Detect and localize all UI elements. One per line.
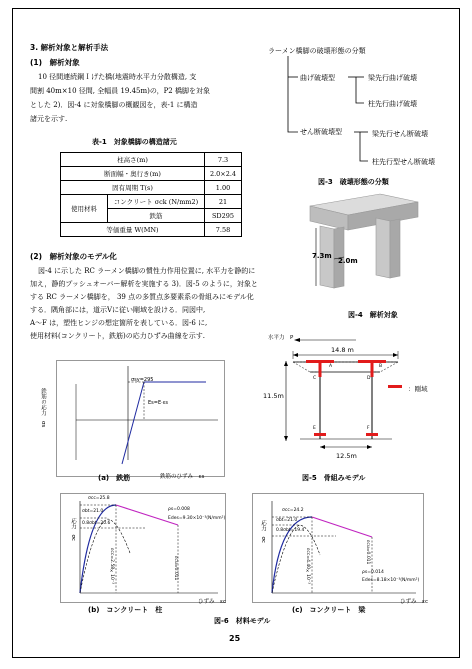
tree-shear-column: 柱先行型せん断破壊: [372, 158, 435, 166]
concrete-col-scc: σcc=25.8: [88, 496, 110, 501]
top-dimension: 14.8 m: [331, 346, 354, 354]
page-number: 25: [229, 634, 241, 643]
tree-root: ラーメン橋脚の破壊形態の分類: [268, 47, 366, 55]
table-cell-label: 固有周期 T(s): [61, 181, 205, 195]
concrete-beam-08sbt: 0.8σbt=19.4: [276, 528, 305, 533]
tree-bend-beam: 梁先行曲げ破壊: [368, 74, 417, 82]
table-cell-label: 断面幅・奥行き(m): [61, 167, 205, 181]
rigid-zone-legend-label: ：剛域: [408, 385, 428, 393]
para2-line-5: A～F は，塑性ヒンジの想定箇所を表している．図-6 に,: [30, 319, 208, 327]
spec-table: [60, 152, 242, 237]
table-cell-value: 2.0×2.4: [205, 167, 242, 181]
concrete-beam-edes: Edes=8.18×10⁻³(N/mm²): [362, 578, 420, 583]
tree-connectors: [260, 40, 460, 175]
fig4-caption: 図-4 解析対象: [348, 311, 398, 319]
hinge-label-c: C: [313, 376, 317, 381]
concrete-col-edes: Edes=9.30×10⁻³(N/mm²): [168, 516, 226, 521]
table-cell-label: 鉄筋: [108, 209, 205, 223]
para2-line-1: 図-4 に示した RC ラーメン橋脚の慣性力作用位置に, 水平力を静的に: [38, 267, 256, 275]
para2-line-2: 加え，静的プッシュオーバー解析を実施する 3)．図-5 のように，対象と: [30, 280, 258, 288]
para1-line-4: 諸元を示す.: [30, 115, 68, 123]
tree-bend: 曲げ破壊型: [300, 74, 335, 82]
para1-line-1: 10 径間連続鋼Ｉげた橋(地震時水平力分散構造, 支: [38, 73, 197, 81]
table-cell-label: 等価重量 W(MN): [61, 223, 205, 237]
hinge-label-d: D: [367, 376, 371, 381]
table-row: [61, 153, 242, 167]
concrete-beam-stress-strain-figure: [252, 493, 424, 603]
concrete-beam-ecu: εcu=0.011: [365, 540, 370, 565]
rebar-sy-label: σsy=295: [131, 377, 154, 383]
subsection-1-heading: (1) 解析対象: [30, 58, 80, 67]
concrete-beam-ecc: εcc=4.40×10⁻³: [305, 548, 310, 585]
table-cell-value: 1.00: [205, 181, 242, 195]
para2-line-3: する RC ラーメン橋脚を， 39 点の多質点多要素系の骨組みにモデル化: [30, 293, 254, 301]
fig6-caption: 図-6 材料モデル: [214, 617, 271, 625]
pier-height-label: 7.3m: [312, 252, 332, 260]
rebar-y-axis-label: 鉄筋の応力 σs: [40, 388, 46, 428]
hinge-label-b: B: [379, 364, 383, 369]
concrete-col-sbt: σbt=21.0: [82, 509, 104, 514]
fig6c-sublabel: (c) コンクリート 梁: [292, 606, 366, 614]
pier-width-label: 2.0m: [338, 257, 358, 265]
fig5-caption: 図-5 骨組みモデル: [302, 474, 366, 482]
table-cell-value: SD295: [205, 209, 242, 223]
table-cell-value: 7.58: [205, 223, 242, 237]
frame-model-figure: [280, 335, 420, 465]
fig6a-sublabel: (a) 鉄筋: [98, 474, 131, 482]
hinge-label-f: F: [367, 426, 370, 431]
para1-line-2: 間割 40m×10 径間, 全幅員 19.45m)の，P2 橋脚を対象: [30, 87, 210, 95]
tree-shear-beam: 梁先行せん断破壊: [372, 130, 428, 138]
table-cell-label: コンクリート σck (N/mm2): [108, 195, 205, 209]
fig6b-sublabel: (b) コンクリート 柱: [88, 606, 163, 614]
height-dimension: 11.5m: [263, 392, 284, 400]
table-row: [61, 223, 242, 237]
table-cell-value: 21: [205, 195, 242, 209]
concrete-col-ecc: εcc=2.58×10⁻³: [109, 548, 114, 585]
tree-bend-column: 柱先行曲げ破壊: [368, 100, 417, 108]
concrete-beam-sbt: σbt=21.0: [276, 518, 298, 523]
subsection-2-heading: (2) 解析対象のモデル化: [30, 252, 117, 261]
hinge-label-e: E: [313, 426, 316, 431]
table1-caption: 表-1 対象橋脚の構造諸元: [92, 138, 177, 146]
concrete-beam-x-axis-label: ひずみ εc: [400, 599, 428, 605]
table-row: [61, 195, 242, 209]
concrete-beam-scc: σcc=24.2: [282, 508, 304, 513]
tree-shear: せん断破壊型: [300, 128, 342, 136]
table-cell-group: 使用材料: [61, 195, 108, 223]
concrete-col-ecu: εcu=0.011: [173, 556, 178, 581]
para1-line-3: とした 2)．図-4 に対象橋脚の概観図を，表-1 に構造: [30, 101, 198, 109]
para2-line-6: 使用材料(コンクリート，鉄筋)の応力ひずみ曲線を示す.: [30, 332, 205, 340]
table-row: [61, 167, 242, 181]
para2-line-4: する．隅角部には，道示Ⅴに従い剛域を設ける．同図中,: [30, 306, 206, 314]
concrete-col-08sbt: 0.8σbt=20.6: [82, 521, 111, 526]
table-cell-label: 柱高さ(m): [61, 153, 205, 167]
concrete-col-x-axis-label: ひずみ εc: [198, 599, 226, 605]
concrete-beam-y-axis-label: 応力 σc: [260, 520, 266, 544]
concrete-col-rho: ρs=0.008: [168, 507, 190, 512]
force-label: 水平力 P: [268, 335, 294, 341]
rebar-es-label: Es=E·εs: [148, 400, 169, 406]
concrete-beam-rho: ρs=0.014: [362, 570, 384, 575]
concrete-col-y-axis-label: 応力 σc: [70, 518, 76, 542]
table-row: [61, 181, 242, 195]
hinge-label-a: A: [329, 364, 333, 369]
fig3-caption: 図-3 破壊形態の分類: [318, 178, 389, 186]
rebar-x-axis-label: 鉄筋のひずみ εs: [160, 474, 205, 480]
section-heading: 3. 解析対象と解析手法: [30, 43, 109, 52]
bottom-dimension: 12.5m: [336, 452, 357, 460]
pier-3d-figure: [300, 188, 435, 306]
table-cell-value: 7.3: [205, 153, 242, 167]
